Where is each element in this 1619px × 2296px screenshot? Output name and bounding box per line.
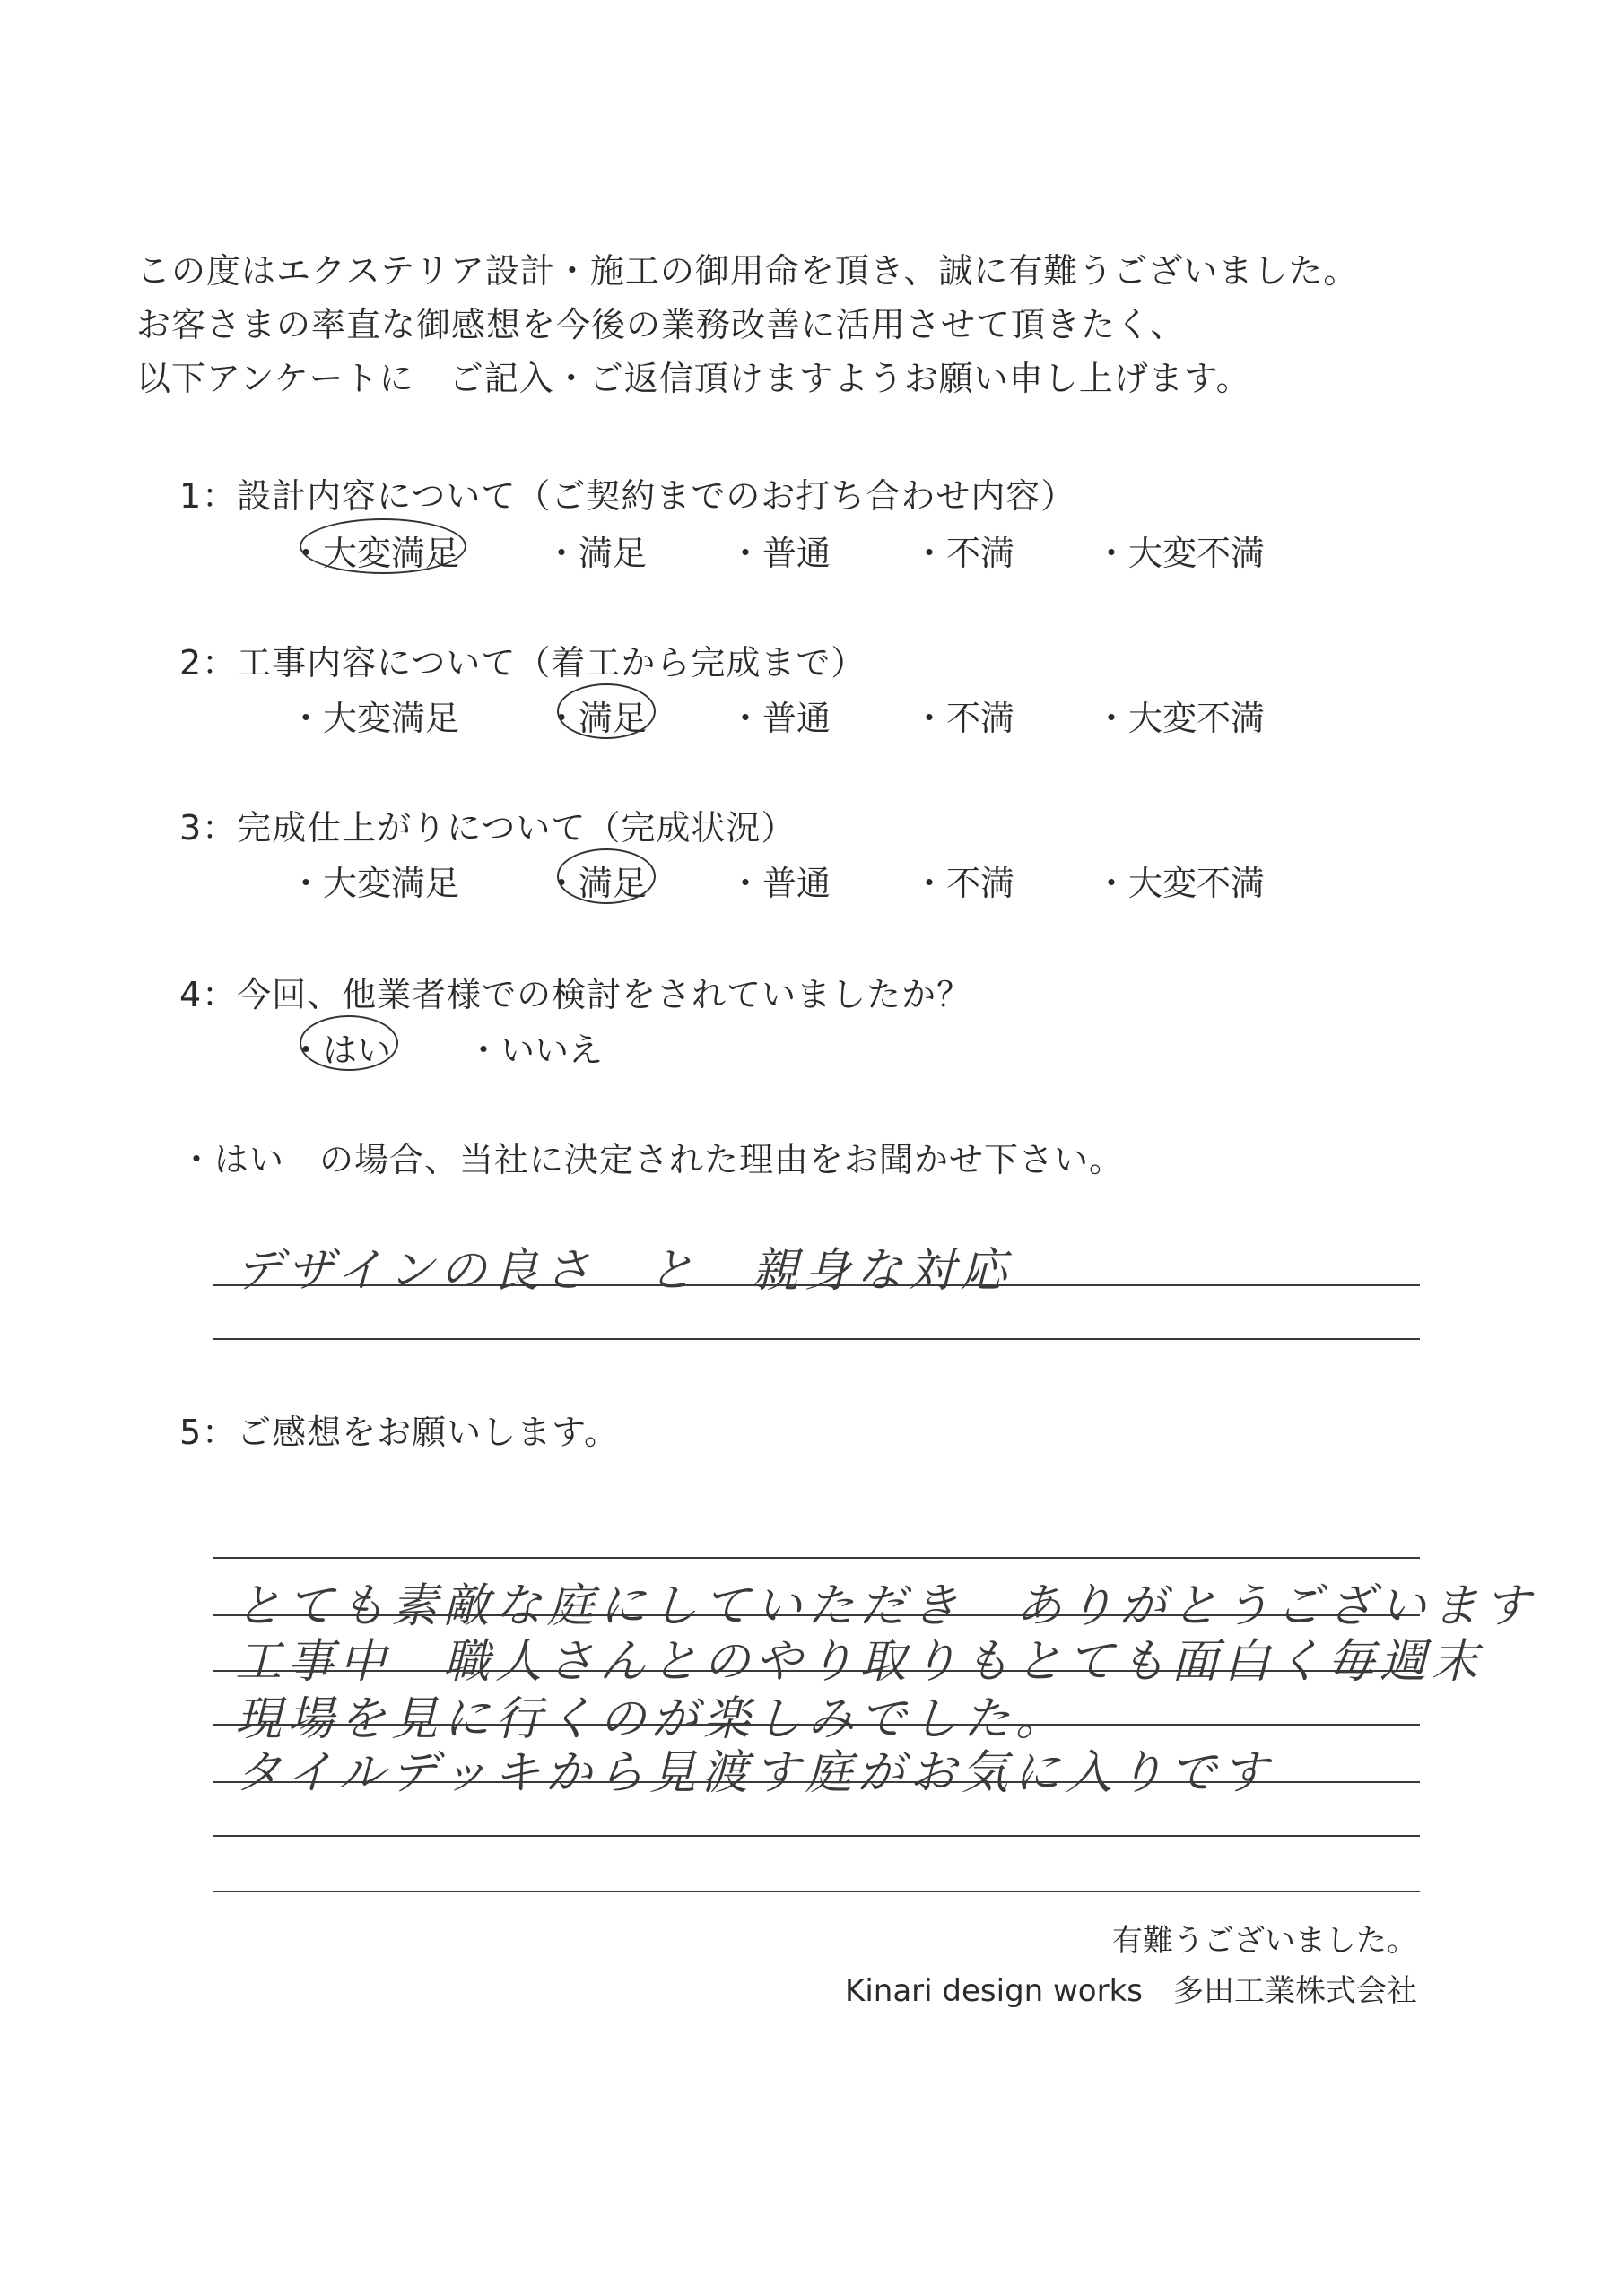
q4-option-yes[interactable]	[289, 1022, 391, 1072]
q1-option-dissatisfied[interactable]	[912, 526, 1014, 575]
answer-line	[213, 1614, 1420, 1616]
q1-option-satisfied[interactable]	[544, 526, 647, 575]
intro-line-3: 以下アンケートに ご記入・ご返信頂けますようお願い申し上げます。	[136, 359, 1251, 398]
q3-option-label: ・大変不満	[1094, 864, 1266, 903]
q3-option-label: ・普通	[728, 864, 831, 903]
intro-paragraph	[136, 244, 1358, 405]
company-signature: Kinari design works 多田工業株式会社	[845, 1973, 1417, 2009]
question-2-label: 2：工事内容について（着工から完成まで）	[179, 643, 866, 683]
q2-option-label: ・大変満足	[289, 699, 460, 738]
q2-option-very-satisfied[interactable]	[289, 691, 459, 740]
q1-option-label: ・満足	[544, 534, 648, 573]
q3-option-label: ・満足	[544, 864, 648, 903]
q2-option-label: ・満足	[544, 699, 648, 738]
answer-line	[213, 1724, 1420, 1726]
q1-option-very-satisfied[interactable]	[289, 526, 459, 575]
q3-option-label: ・大変満足	[289, 864, 460, 903]
impression-line-2[interactable]: 工事中 職人さんとのやり取りもとても面白く毎週末	[235, 1635, 1484, 1689]
q2-option-label: ・不満	[912, 699, 1015, 738]
q4-option-no[interactable]	[466, 1022, 603, 1072]
question-5-label: 5：ご感想をお願いします。	[179, 1413, 620, 1452]
q3-option-dissatisfied[interactable]	[912, 856, 1014, 905]
q1-option-label: ・不満	[912, 534, 1015, 573]
answer-line	[213, 1891, 1420, 1892]
answer-line	[213, 1670, 1420, 1672]
q2-option-dissatisfied[interactable]	[912, 691, 1014, 740]
q2-option-label: ・大変不満	[1094, 699, 1266, 738]
q3-option-very-dissatisfied[interactable]	[1094, 856, 1265, 905]
impression-line-4[interactable]: タイルデッキから見渡す庭がお気に入りです	[235, 1746, 1274, 1800]
question-4-label: 4：今回、他業者様での検討をされていましたか？	[179, 975, 972, 1014]
answer-line	[213, 1284, 1420, 1286]
q1-option-neutral[interactable]	[728, 526, 831, 575]
q3-option-neutral[interactable]	[728, 856, 831, 905]
q3-option-very-satisfied[interactable]	[289, 856, 459, 905]
q1-option-label: ・大変満足	[289, 534, 460, 573]
q1-option-label: ・普通	[728, 534, 831, 573]
reason-question: ・はい の場合、当社に決定された理由をお聞かせ下さい。	[179, 1140, 1125, 1179]
answer-line	[213, 1338, 1420, 1340]
q2-option-satisfied[interactable]	[544, 691, 647, 740]
q4-option-label: ・はい	[289, 1031, 392, 1070]
q2-option-very-dissatisfied[interactable]	[1094, 691, 1265, 740]
answer-line	[213, 1557, 1420, 1559]
q2-option-neutral[interactable]	[728, 691, 831, 740]
reason-answer[interactable]: デザインの良さ と 親身な対応	[235, 1244, 1013, 1298]
q1-option-label: ・大変不満	[1094, 534, 1266, 573]
q3-option-label: ・不満	[912, 864, 1015, 903]
q4-option-label: ・いいえ	[466, 1031, 604, 1070]
intro-line-1: この度はエクステリア設計・施工の御用命を頂き、誠に有難うございました。	[136, 251, 1359, 291]
answer-line	[213, 1781, 1420, 1783]
intro-line-2: お客さまの率直な御感想を今後の業務改善に活用させて頂きたく、	[136, 305, 1186, 344]
q2-option-label: ・普通	[728, 699, 831, 738]
closing-thanks: 有難うございました。	[1112, 1923, 1417, 1959]
impression-line-1[interactable]: とても素敵な庭にしていただき ありがとうございます	[235, 1579, 1536, 1633]
question-1-label: 1：設計内容について（ご契約までのお打ち合わせ内容）	[179, 476, 1076, 516]
question-3-label: 3：完成仕上がりについて（完成状況）	[179, 808, 796, 848]
answer-line	[213, 1835, 1420, 1837]
impression-line-3[interactable]: 現場を見に行くのが楽しみでした。	[235, 1692, 1068, 1746]
q1-option-very-dissatisfied[interactable]	[1094, 526, 1265, 575]
q3-option-satisfied[interactable]	[544, 856, 647, 905]
